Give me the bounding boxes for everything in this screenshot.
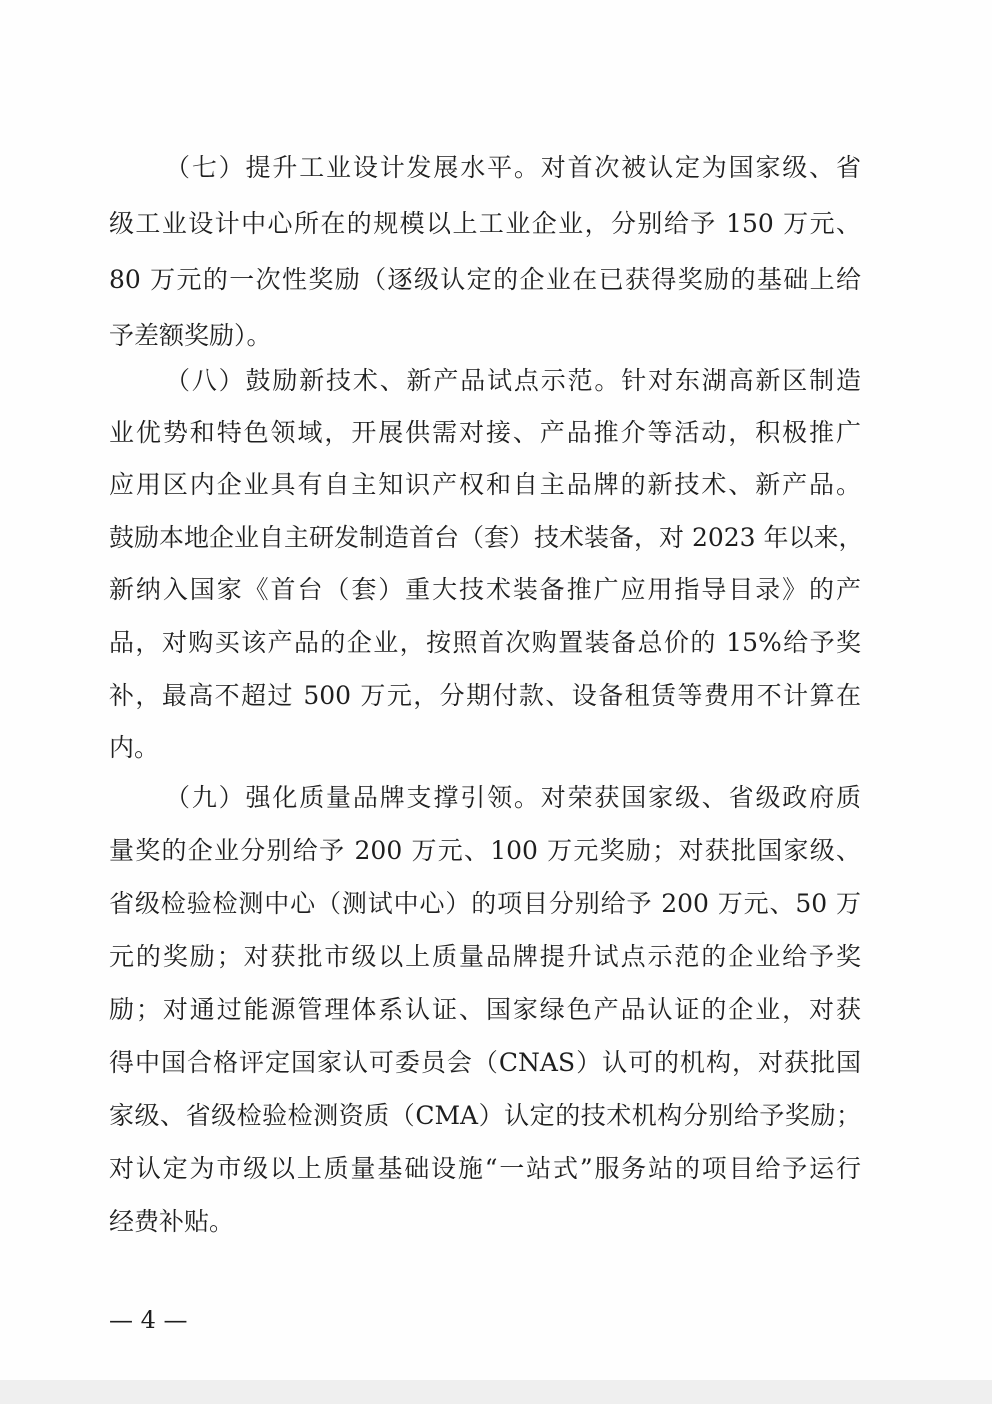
paragraph-line: 新纳入国家《首台（套）重大技术装备推广应用指导目录》的产 (109, 575, 861, 604)
paragraph-line: 家级、省级检验检测资质（CMA）认定的技术机构分别给予奖励； (109, 1101, 861, 1130)
paragraph-line: 得中国合格评定国家认可委员会（CNAS）认可的机构，对获批国 (109, 1048, 861, 1077)
paragraph-line: 鼓励本地企业自主研发制造首台（套）技术装备，对 2023 年以来， (109, 523, 864, 552)
paragraph-line: 予差额奖励）。 (109, 321, 272, 350)
paragraph-line: 元的奖励；对获批市级以上质量品牌提升试点示范的企业给予奖 (109, 942, 861, 971)
paragraph-line: 补，最高不超过 500 万元，分期付款、设备租赁等费用不计算在 (109, 681, 861, 710)
paragraph-line: 经费补贴。 (109, 1207, 235, 1236)
scan-edge (0, 1380, 992, 1404)
paragraph-line: 业优势和特色领域，开展供需对接、产品推介等活动，积极推广 (109, 418, 861, 447)
page-number: — 4 — (109, 1306, 188, 1334)
paragraph-line: （七）提升工业设计发展水平。对首次被认定为国家级、省 (165, 153, 861, 182)
paragraph-line: 80 万元的一次性奖励（逐级认定的企业在已获得奖励的基础上给 (109, 265, 861, 294)
paragraph-line: 品，对购买该产品的企业，按照首次购置装备总价的 15%给予奖 (109, 628, 861, 657)
paragraph-line: 量奖的企业分别给予 200 万元、100 万元奖励；对获批国家级、 (109, 836, 861, 865)
paragraph-line: （八）鼓励新技术、新产品试点示范。针对东湖高新区制造 (165, 366, 861, 395)
paragraph-line: （九）强化质量品牌支撑引领。对荣获国家级、省级政府质 (165, 783, 861, 812)
paragraph-line: 励；对通过能源管理体系认证、国家绿色产品认证的企业，对获 (109, 995, 861, 1024)
paragraph-line: 省级检验检测中心（测试中心）的项目分别给予 200 万元、50 万 (109, 889, 861, 918)
paragraph-line: 应用区内企业具有自主知识产权和自主品牌的新技术、新产品。 (109, 470, 861, 499)
paragraph-line: 内。 (109, 733, 160, 762)
paragraph-line: 对认定为市级以上质量基础设施“一站式”服务站的项目给予运行 (109, 1154, 861, 1183)
paragraph-line: 级工业设计中心所在的规模以上工业企业，分别给予 150 万元、 (109, 209, 861, 238)
